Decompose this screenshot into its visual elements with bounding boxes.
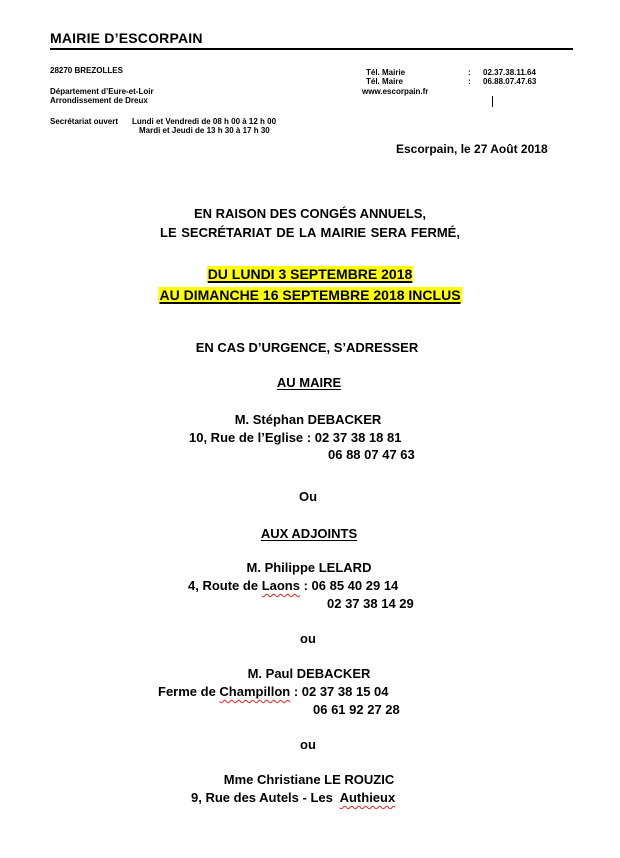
adjoint3-address <box>191 790 395 805</box>
tel-maire-colon: : <box>468 77 471 86</box>
department: Département d’Eure-et-Loir <box>50 87 154 96</box>
separator-ou-3: ou <box>300 737 316 752</box>
adjoint1-address-c: : 06 85 40 29 14 <box>299 578 399 593</box>
adjoints-heading <box>0 526 619 541</box>
separator-ou-2: ou <box>300 631 316 646</box>
maire-name: M. Stéphan DEBACKER <box>234 412 382 427</box>
maire-heading-text: AU MAIRE <box>276 375 342 390</box>
page-title: MAIRIE D’ESCORPAIN <box>50 30 203 46</box>
adjoint1-address <box>188 578 398 593</box>
hours-line-1: Lundi et Vendredi de 08 h 00 à 12 h 00 <box>132 117 277 126</box>
closure-period-end <box>0 287 620 303</box>
maire-phone-2: 06 88 07 47 63 <box>328 447 415 462</box>
tel-maire: 06.88.07.47.63 <box>483 77 537 86</box>
emergency-instruction: EN CAS D’URGENCE, S’ADRESSER <box>195 340 419 355</box>
adjoint2-phone-2: 06 61 92 27 28 <box>313 702 400 717</box>
maire-heading <box>0 375 619 390</box>
tel-mairie-label: Tél. Mairie <box>366 68 406 77</box>
arrondissement: Arrondissement de Dreux <box>50 96 148 105</box>
postal-code: 28270 BREZOLLES <box>50 66 123 75</box>
date-line: Escorpain, le 27 Août 2018 <box>396 142 548 156</box>
closure-period-start-text: DU LUNDI 3 SEPTEMBRE 2018 <box>207 266 413 282</box>
adjoint3-name: Mme Christiane LE ROUZIC <box>223 772 395 787</box>
adjoint2-address <box>158 684 389 699</box>
tel-mairie-colon: : <box>468 68 471 77</box>
text-cursor <box>492 96 493 107</box>
adjoint3-address-b: Authieux <box>339 790 396 805</box>
adjoint1-phone-2: 02 37 38 14 29 <box>327 596 414 611</box>
separator-ou-1: Ou <box>298 489 318 504</box>
hours-line-2: Mardi et Jeudi de 13 h 30 à 17 h 30 <box>139 126 270 135</box>
website: www.escorpain.fr <box>362 87 429 96</box>
closure-period-start <box>0 266 620 282</box>
adjoint2-address-b: Champillon <box>219 684 291 699</box>
adjoint2-name: M. Paul DEBACKER <box>247 666 371 681</box>
header-divider <box>50 48 573 50</box>
maire-address: 10, Rue de l’Eglise : 02 37 38 18 81 <box>189 430 402 445</box>
adjoint1-address-a: 4, Route de <box>188 578 262 593</box>
closure-period-end-text: AU DIMANCHE 16 SEPTEMBRE 2018 INCLUS <box>159 287 461 303</box>
adjoints-heading-text: AUX ADJOINTS <box>260 526 358 541</box>
notice-line-1: EN RAISON DES CONGÉS ANNUELS, <box>193 206 427 221</box>
adjoint1-address-b: Laons <box>261 578 300 593</box>
tel-mairie: 02.37.38.11.64 <box>483 68 536 77</box>
hours-label: Secrétariat ouvert <box>50 117 119 126</box>
adjoint1-name: M. Philippe LELARD <box>246 560 372 575</box>
notice-line-2: LE SECRÉTARIAT DE LA MAIRIE SERA FERMÉ, <box>160 225 460 240</box>
tel-maire-label: Tél. Maire <box>366 77 403 86</box>
adjoint2-address-c: : 02 37 38 15 04 <box>290 684 389 699</box>
adjoint3-address-a: 9, Rue des Autels - Les <box>191 790 340 805</box>
adjoint2-address-a: Ferme de <box>158 684 220 699</box>
